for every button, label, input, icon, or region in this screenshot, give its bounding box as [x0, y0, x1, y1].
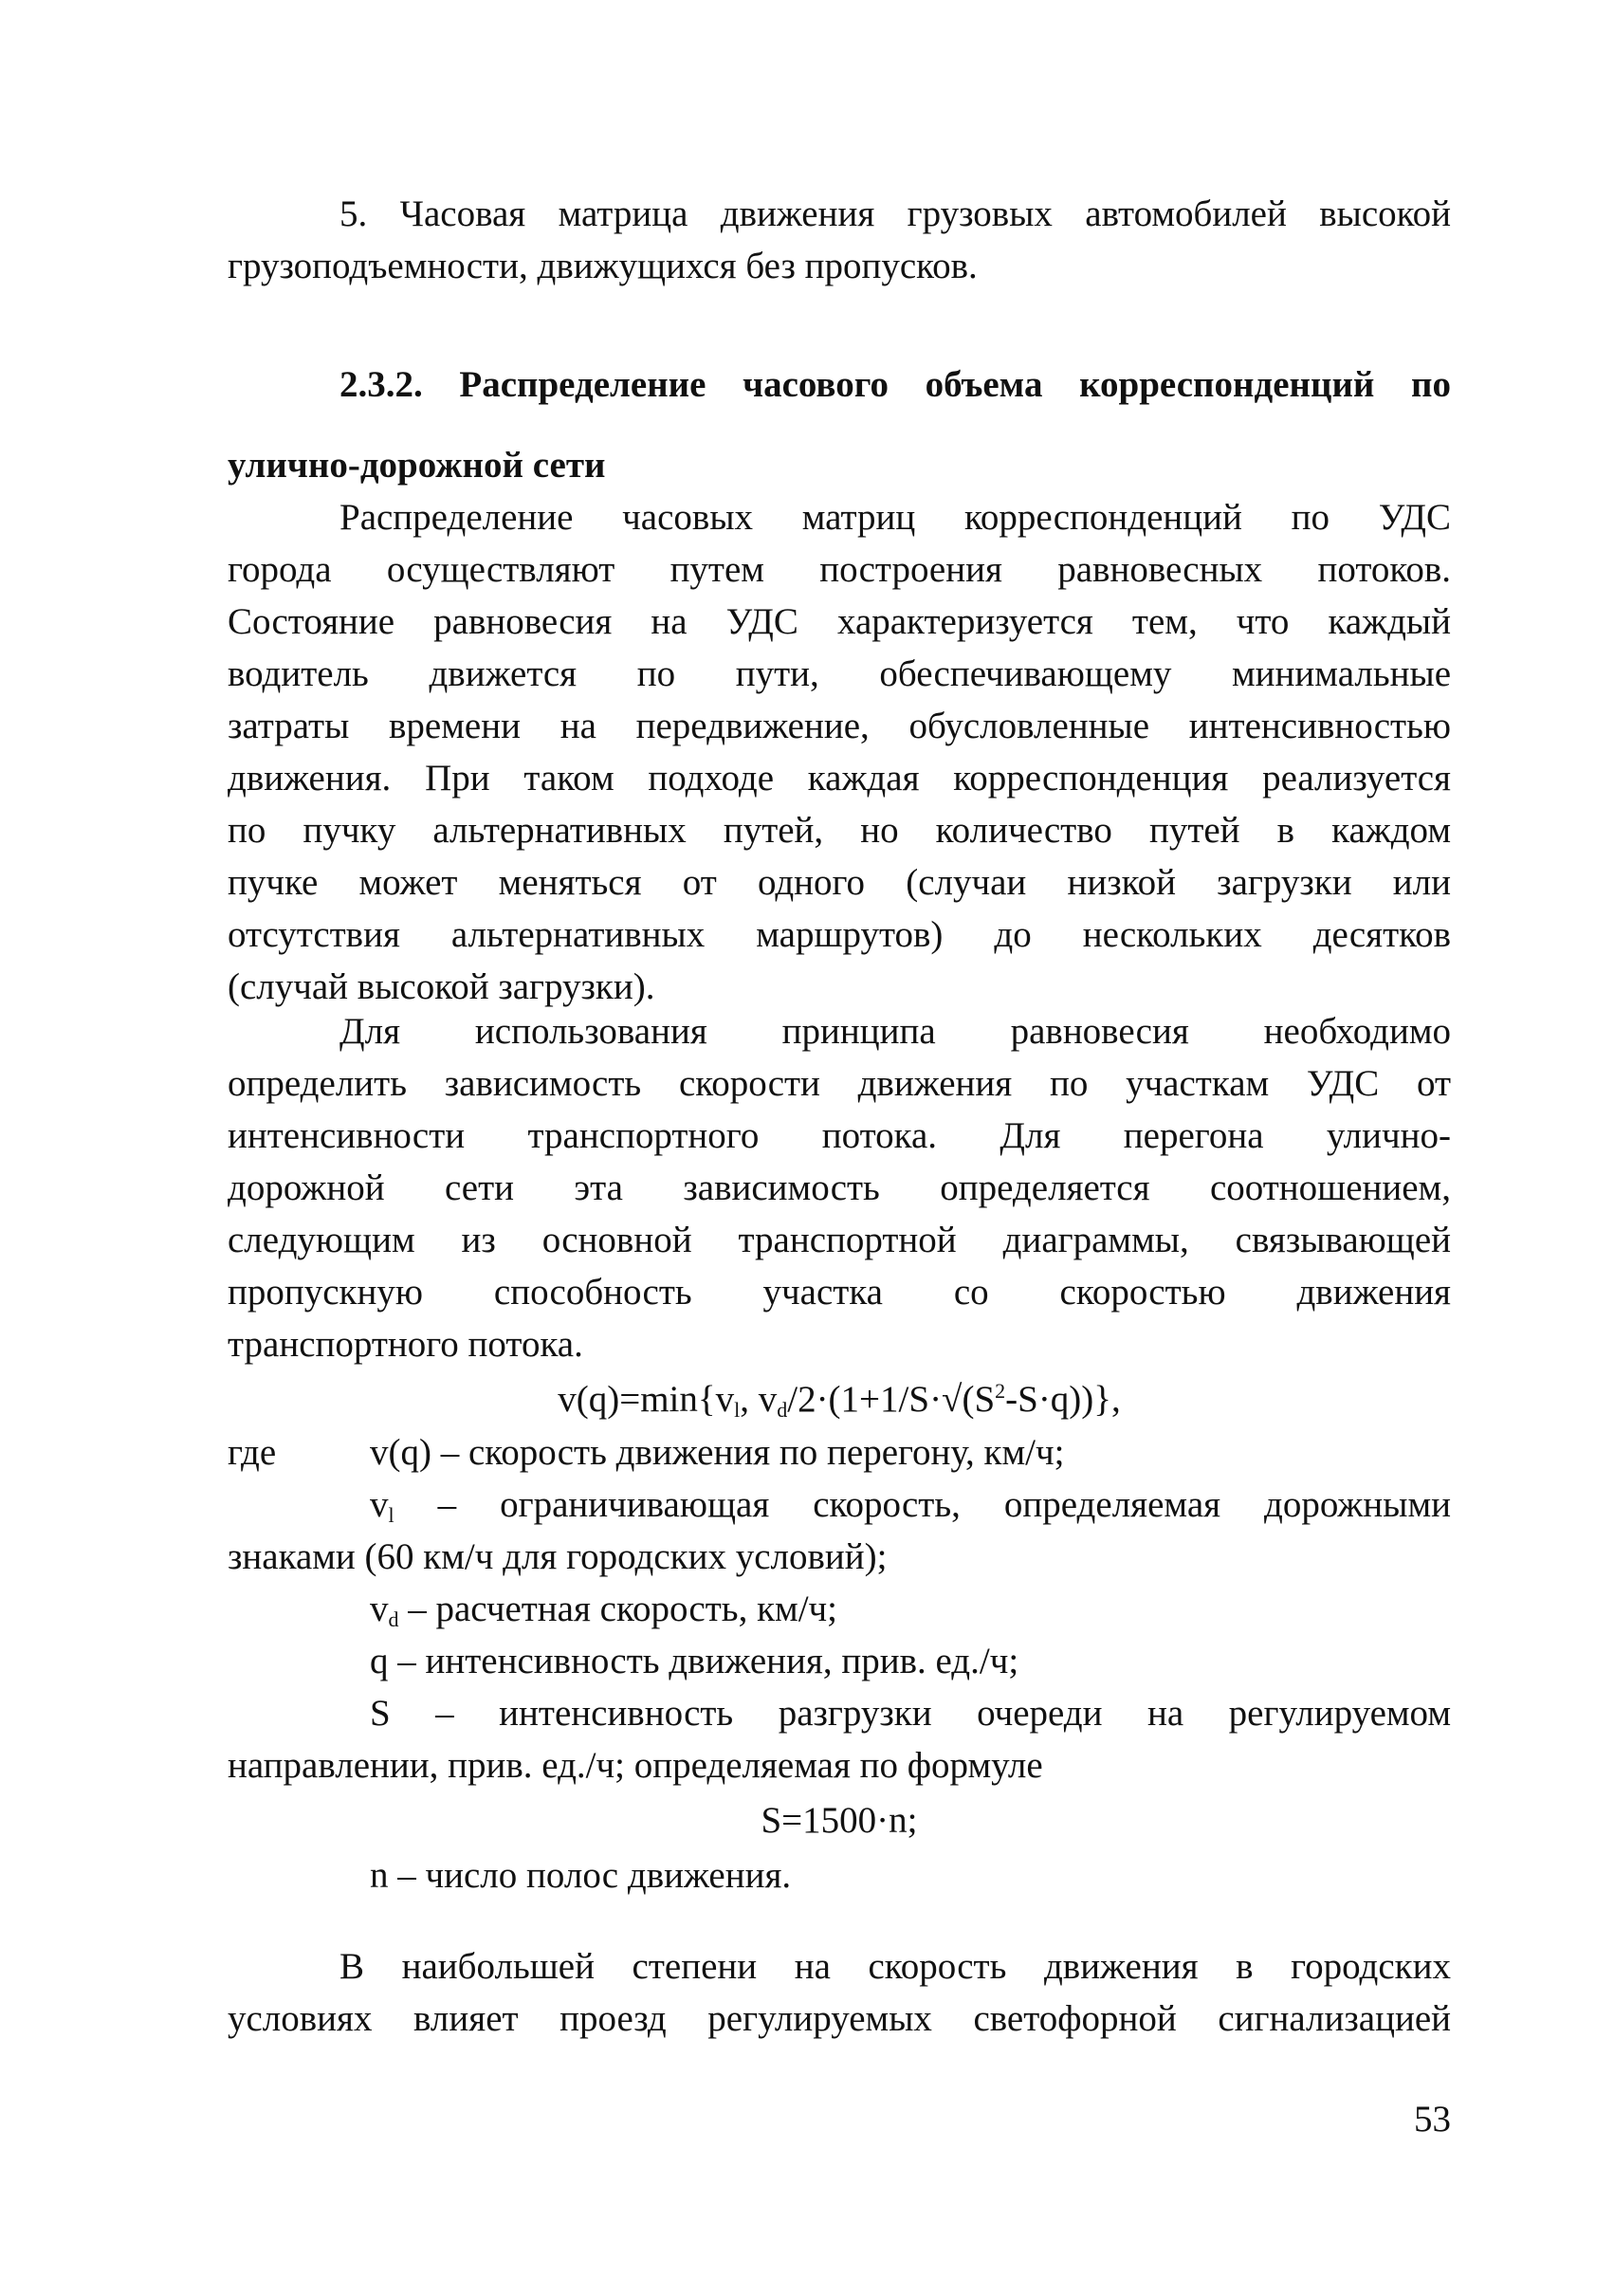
- formula-subscript: d: [777, 1398, 788, 1422]
- text-line: города осуществляют путем построения равновесных потоков.: [228, 549, 1451, 590]
- text-line: грузоподъемности, движущихся без пропусков.: [228, 246, 978, 286]
- symbol: v: [370, 1484, 389, 1525]
- heading-line: 2.3.2. Распределение часового объема корреспонденций по: [339, 364, 1451, 405]
- text-line: водитель движется по пути, обеспечивающему минимальные: [228, 653, 1451, 694]
- definition-text: – расчетная скорость, км/ч;: [398, 1589, 837, 1629]
- text-line: затраты времени на передвижение, обусловленные интенсивностью: [228, 706, 1451, 746]
- definition-text: – ограничивающая скорость, определяемая дорожными: [394, 1484, 1451, 1525]
- definition-vl: [228, 1479, 1451, 1531]
- text-line: интенсивности транспортного потока. Для перегона улично-: [228, 1115, 1451, 1156]
- symbol: v: [370, 1589, 389, 1629]
- where-label: где: [228, 1432, 277, 1473]
- formula-part: , v: [740, 1379, 778, 1420]
- definition-vd: [228, 1583, 1451, 1635]
- formula-s: S=1500·n;: [761, 1800, 918, 1841]
- paragraph-3: [228, 1940, 1451, 2045]
- definitions: [228, 1426, 1451, 1901]
- text-line: по пучку альтернативных путей, но количество путей в каждом: [228, 810, 1451, 851]
- definition-n: n – число полос движения.: [370, 1855, 792, 1896]
- text-line: определить зависимость скорости движения по участкам УДС от: [228, 1063, 1451, 1104]
- text-line: пропускную способность участка со скоростью движения: [228, 1272, 1451, 1313]
- definition-text: направлении, прив. ед./ч; определяемая по формуле: [228, 1745, 1043, 1786]
- text-line: Распределение часовых матриц корреспонденций по УДС: [339, 497, 1451, 538]
- text-line: дорожной сети эта зависимость определяется соотношением,: [228, 1167, 1451, 1208]
- formula-part: -S·q))},: [1005, 1379, 1121, 1420]
- section-heading: [228, 358, 1451, 491]
- formula-part: v(q)=min{v: [558, 1379, 735, 1420]
- paragraph-2: [228, 1005, 1451, 1370]
- text-line: движения. При таком подходе каждая корреспонденция реализуется: [228, 758, 1451, 799]
- definition-text: знаками (60 км/ч для городских условий);: [228, 1536, 888, 1577]
- paragraph-1: [228, 491, 1451, 1013]
- text-line: условиях влияет проезд регулируемых светофорной сигнализацией: [228, 1998, 1451, 2039]
- text-line: Для использования принципа равновесия необходимо: [339, 1011, 1451, 1052]
- text-line: (случай высокой загрузки).: [228, 966, 655, 1007]
- symbol-subscript: d: [388, 1607, 399, 1631]
- text-line: отсутствия альтернативных маршрутов) до нескольких десятков: [228, 914, 1451, 955]
- text-line: 5. Часовая матрица движения грузовых автомобилей высокой: [339, 193, 1451, 234]
- heading-line: улично-дорожной сети: [228, 445, 606, 486]
- page-number: 53: [1414, 2099, 1451, 2140]
- intro-list-item: [228, 188, 1451, 292]
- definition-vq: [228, 1426, 1451, 1479]
- text-line: В наибольшей степени на скорость движения в городских: [339, 1946, 1451, 1987]
- definition-q: q – интенсивность движения, прив. ед./ч;: [370, 1641, 1019, 1681]
- text-line: Состояние равновесия на УДС характеризуется тем, что каждый: [228, 601, 1451, 642]
- formula-part: /2·(1+1/S·√(S: [787, 1379, 996, 1420]
- symbol-subscript: l: [388, 1503, 394, 1527]
- formula-speed: [228, 1373, 1451, 1425]
- text-line: транспортного потока.: [228, 1324, 583, 1365]
- text-line: пучке может меняться от одного (случаи низкой загрузки или: [228, 862, 1451, 903]
- formula-superscript: 2: [995, 1379, 1006, 1403]
- formula-subscript: l: [734, 1398, 741, 1422]
- definition-s: S – интенсивность разгрузки очереди на регулируемом: [370, 1693, 1451, 1734]
- formula-line: [228, 1373, 1451, 1425]
- text-line: следующим из основной транспортной диаграммы, связывающей: [228, 1220, 1451, 1260]
- definition-text: v(q) – скорость движения по перегону, км/ч;: [370, 1432, 1065, 1473]
